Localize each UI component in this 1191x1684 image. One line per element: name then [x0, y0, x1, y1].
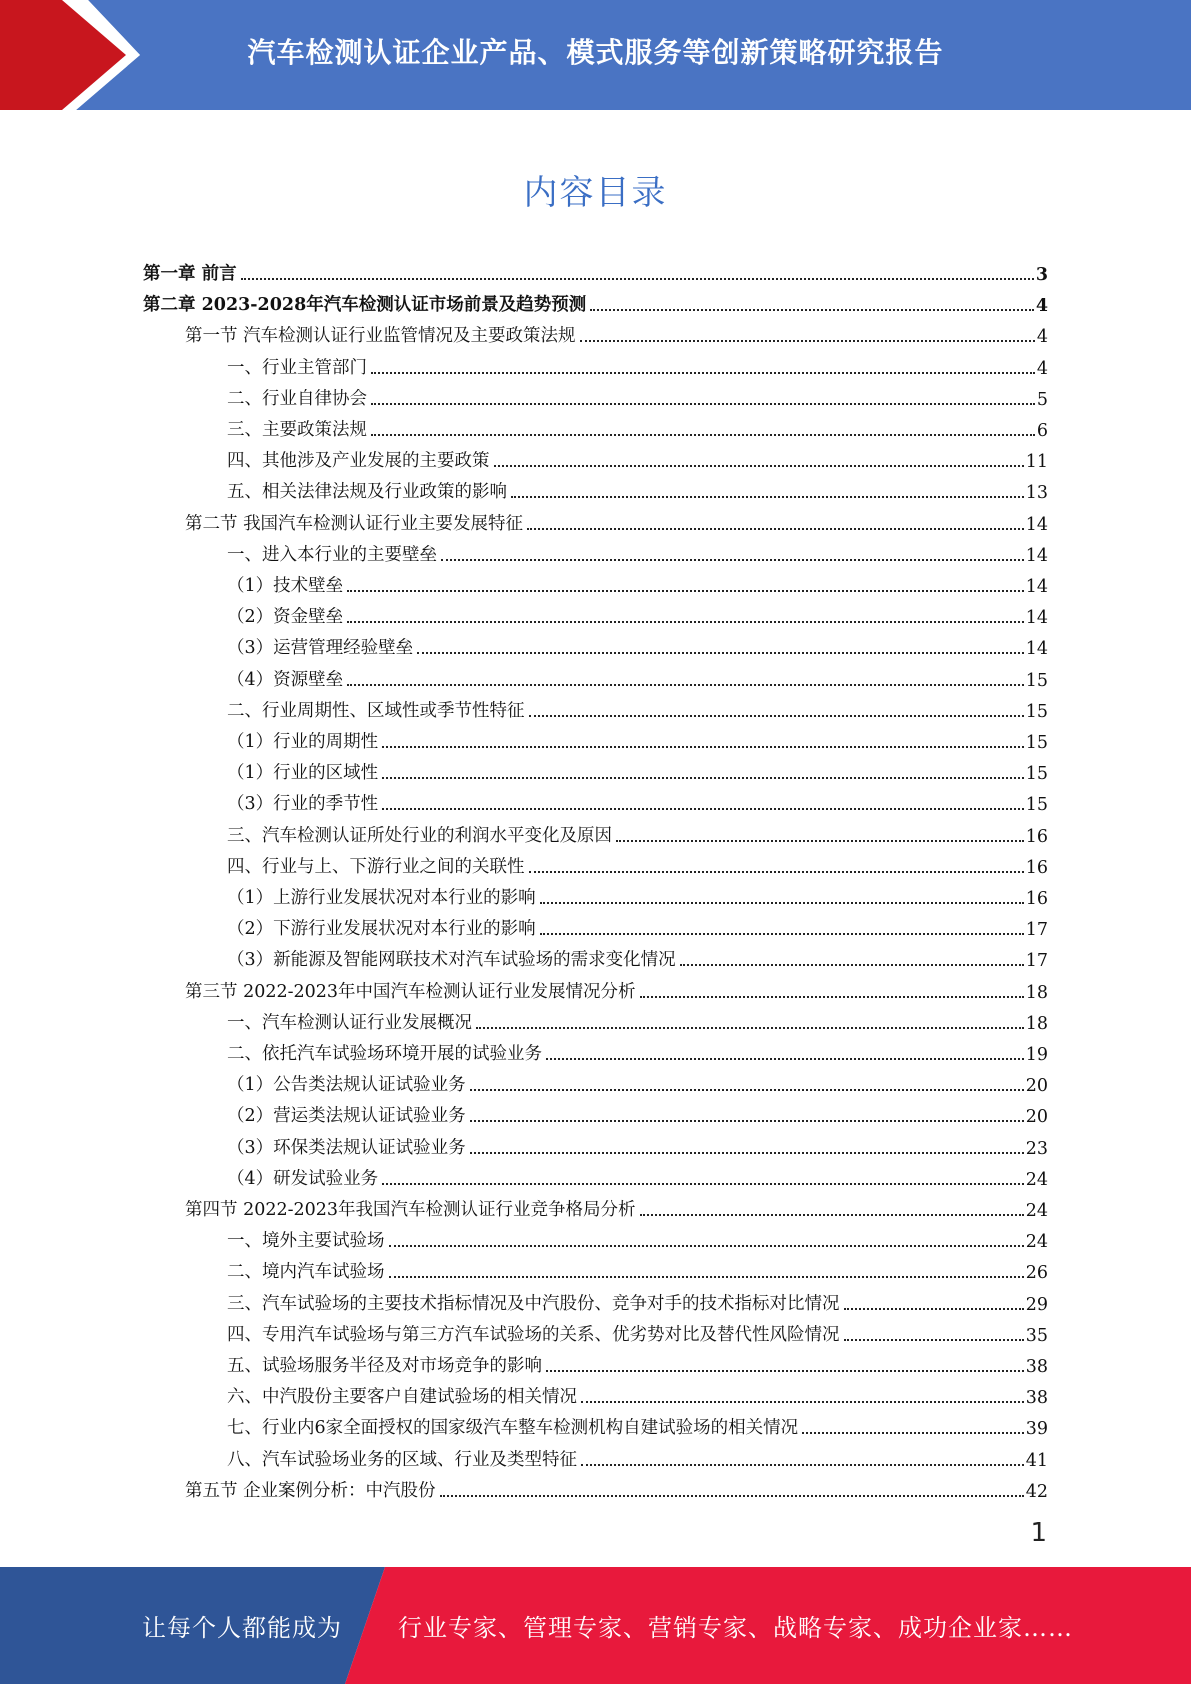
toc-dot-leader [580, 340, 1035, 342]
toc-entry-page: 14 [1025, 577, 1048, 597]
toc-dot-leader [382, 777, 1024, 779]
toc-entry[interactable] [227, 1128, 1048, 1159]
toc-entry-title: 一、汽车检测认证行业发展概况 [227, 1012, 472, 1033]
toc-entry-page: 14 [1025, 639, 1048, 660]
toc-entry-title: 第五节 企业案例分析：中汽股份 [185, 1480, 436, 1501]
toc-entry[interactable] [227, 1346, 1048, 1377]
toc-entry-page: 16 [1025, 857, 1048, 878]
toc-entry[interactable] [227, 1440, 1048, 1471]
toc-entry[interactable] [227, 535, 1048, 566]
report-title: 汽车检测认证企业产品、模式服务等创新策略研究报告 [247, 36, 944, 69]
toc-entry-page: 15 [1025, 733, 1048, 753]
toc-dot-leader [347, 590, 1024, 592]
toc-entry[interactable] [227, 1408, 1048, 1439]
toc-entry-title: 第一章 前言 [143, 264, 237, 284]
toc-dot-leader [382, 746, 1024, 748]
toc-dot-leader [581, 1464, 1024, 1466]
toc-entry-title: （4）研发试验业务 [227, 1168, 379, 1189]
toc-dot-leader [680, 964, 1024, 966]
toc-entry[interactable] [227, 816, 1048, 847]
page-number: 1 [1030, 1518, 1047, 1548]
toc-entry-title: （2）下游行业发展状况对本行业的影响 [227, 919, 536, 940]
toc-dot-leader [640, 1214, 1024, 1216]
toc-heading: 内容目录 [523, 173, 668, 213]
toc-entry-title: 四、专用汽车试验场与第三方汽车试验场的关系、优劣势对比及替代性风险情况 [227, 1324, 840, 1345]
toc-entry[interactable] [227, 597, 1048, 628]
toc-dot-leader [529, 871, 1024, 873]
toc-entry-title: （2）营运类法规认证试验业务 [227, 1106, 466, 1127]
toc-entry-page: 15 [1025, 795, 1048, 816]
toc-entry-title: 四、其他涉及产业发展的主要政策 [227, 451, 490, 472]
toc-entry-title: （1）技术壁垒 [227, 576, 344, 596]
toc-entry-page: 41 [1025, 1450, 1048, 1471]
toc-entry-title: 第一节 汽车检测认证行业监管情况及主要政策法规 [185, 326, 576, 347]
toc-entry-title: 四、行业与上、下游行业之间的关联性 [227, 856, 525, 877]
toc-entry-title: （2）资金壁垒 [227, 607, 344, 628]
toc-entry-title: 第三节 2022-2023年中国汽车检测认证行业发展情况分析 [185, 981, 636, 1002]
toc-entry[interactable] [227, 1315, 1048, 1346]
toc-entry-title: 第二节 我国汽车检测认证行业主要发展特征 [185, 513, 524, 534]
toc-entry-page: 20 [1025, 1076, 1048, 1097]
toc-entry[interactable] [227, 379, 1048, 410]
toc-entry-title: 六、中汽股份主要客户自建试验场的相关情况 [227, 1387, 577, 1408]
footer-banner [0, 1567, 1191, 1684]
toc-entry[interactable] [143, 254, 1048, 285]
toc-entry[interactable] [227, 753, 1048, 784]
toc-entry-page: 6 [1036, 421, 1048, 441]
toc-entry-title: （1）行业的周期性 [227, 732, 379, 752]
toc-entry-title: 二、行业自律协会 [227, 388, 367, 409]
toc-dot-leader [389, 1245, 1024, 1247]
toc-entry[interactable] [227, 1034, 1048, 1065]
toc-dot-leader [382, 808, 1024, 810]
toc-dot-leader [494, 465, 1024, 467]
toc-entry-title: 一、进入本行业的主要壁垒 [227, 544, 437, 565]
toc-entry[interactable] [227, 847, 1048, 878]
toc-entry[interactable] [185, 1190, 1048, 1221]
toc-entry-title: 五、相关法律法规及行业政策的影响 [227, 482, 507, 503]
toc-entry[interactable] [227, 348, 1048, 379]
toc-dot-leader [527, 528, 1024, 530]
toc-entry-page: 24 [1025, 1201, 1048, 1221]
toc-entry[interactable] [227, 784, 1048, 815]
toc-entry[interactable] [227, 722, 1048, 753]
toc-dot-leader [844, 1339, 1024, 1341]
toc-entry-page: 15 [1025, 701, 1048, 722]
toc-entry[interactable] [227, 472, 1048, 503]
toc-entry-page: 13 [1025, 483, 1048, 504]
toc-dot-leader [470, 1152, 1024, 1154]
toc-entry[interactable] [227, 1003, 1048, 1034]
toc-entry-title: 八、汽车试验场业务的区域、行业及类型特征 [227, 1449, 577, 1470]
toc-dot-leader [540, 933, 1024, 935]
toc-dot-leader [802, 1432, 1024, 1434]
toc-entry-page: 14 [1025, 514, 1048, 535]
toc-entry-page: 15 [1025, 764, 1048, 785]
toc-entry-title: （4）资源壁垒 [227, 669, 344, 690]
toc-entry-title: （1）公告类法规认证试验业务 [227, 1075, 466, 1096]
toc-entry-title: （3）新能源及智能网联技术对汽车试验场的需求变化情况 [227, 950, 676, 971]
toc-entry[interactable] [185, 504, 1048, 535]
toc-entry[interactable] [185, 316, 1048, 347]
toc-entry[interactable] [185, 1471, 1048, 1502]
toc-dot-leader [417, 652, 1024, 654]
toc-entry-page: 20 [1025, 1107, 1048, 1128]
toc-dot-leader [470, 1089, 1024, 1091]
toc-entry-title: 第四节 2022-2023年我国汽车检测认证行业竞争格局分析 [185, 1200, 636, 1220]
toc-entry-title: 二、境内汽车试验场 [227, 1262, 385, 1283]
toc-entry-title: （1）行业的区域性 [227, 763, 379, 784]
toc-entry-title: 二、依托汽车试验场环境开展的试验业务 [227, 1044, 542, 1064]
toc-entry[interactable] [227, 1252, 1048, 1283]
toc-entry-title: （3）运营管理经验壁垒 [227, 638, 414, 659]
toc-dot-leader [371, 434, 1035, 436]
toc-entry[interactable] [227, 628, 1048, 659]
toc-dot-leader [640, 996, 1024, 998]
toc-dot-leader [581, 1401, 1024, 1403]
toc-entry-page: 38 [1025, 1357, 1048, 1377]
toc-dot-leader [590, 309, 1034, 311]
toc-entry[interactable] [227, 909, 1048, 940]
toc-entry-title: 一、境外主要试验场 [227, 1231, 385, 1252]
toc-entry-page: 19 [1025, 1045, 1048, 1065]
toc-dot-leader [511, 496, 1024, 498]
toc-entry-page: 14 [1025, 545, 1048, 566]
toc-entry[interactable] [227, 1065, 1048, 1096]
toc-entry-title: （3）环保类法规认证试验业务 [227, 1137, 466, 1158]
toc-entry-title: 三、主要政策法规 [227, 420, 367, 440]
toc-entry[interactable] [227, 1377, 1048, 1408]
toc-dot-leader [347, 684, 1024, 686]
toc-dot-leader [371, 372, 1035, 374]
toc-entry[interactable] [227, 1221, 1048, 1252]
toc-dot-leader [540, 902, 1024, 904]
toc-entry-page: 16 [1025, 889, 1048, 909]
toc-dot-leader [529, 715, 1024, 717]
toc-entry[interactable] [227, 1159, 1048, 1190]
toc-entry-page: 42 [1025, 1481, 1048, 1502]
toc-dot-leader [389, 1276, 1024, 1278]
toc-dot-leader [347, 621, 1024, 623]
header-banner [0, 0, 1191, 110]
footer-slogan-right: 行业专家、管理专家、营销专家、战略专家、成功企业家…… [398, 1614, 1073, 1642]
toc-dot-leader [546, 1058, 1024, 1060]
toc-entry[interactable] [227, 1284, 1048, 1315]
toc-entry[interactable] [227, 441, 1048, 472]
toc-dot-leader [371, 403, 1035, 405]
toc-entry-page: 17 [1025, 951, 1048, 972]
toc-entry-page: 24 [1025, 1169, 1048, 1190]
toc-entry-page: 16 [1025, 826, 1048, 847]
toc-entry-title: 七、行业内6家全面授权的国家级汽车整车检测机构自建试验场的相关情况 [227, 1418, 799, 1439]
toc-entry-page: 29 [1025, 1294, 1048, 1315]
toc-dot-leader [844, 1308, 1024, 1310]
toc-entry[interactable] [227, 691, 1048, 722]
toc-entry[interactable] [143, 285, 1048, 316]
toc-entry-page: 3 [1035, 265, 1048, 285]
toc-entry-page: 15 [1025, 670, 1048, 691]
toc-entry-page: 26 [1025, 1263, 1048, 1284]
toc-dot-leader [616, 840, 1024, 842]
toc-entry-page: 14 [1025, 608, 1048, 629]
toc-entry[interactable] [227, 940, 1048, 971]
toc-entry[interactable] [227, 660, 1048, 691]
toc-entry[interactable] [227, 878, 1048, 909]
toc-entry-page: 35 [1025, 1325, 1048, 1346]
toc-entry-title: 三、汽车试验场的主要技术指标情况及中汽股份、竞争对手的技术指标对比情况 [227, 1293, 840, 1314]
toc-dot-leader [546, 1370, 1024, 1372]
toc-entry-page: 4 [1036, 327, 1048, 348]
toc-entry-page: 18 [1025, 982, 1048, 1003]
toc-dot-leader [470, 1120, 1024, 1122]
toc-entry[interactable] [227, 566, 1048, 597]
toc-dot-leader [441, 559, 1024, 561]
toc-entry-page: 39 [1025, 1419, 1048, 1440]
toc-entry-page: 23 [1025, 1138, 1048, 1159]
toc-entry-page: 11 [1025, 452, 1048, 473]
toc-entry-title: （1）上游行业发展状况对本行业的影响 [227, 888, 536, 908]
toc-entry-title: （3）行业的季节性 [227, 794, 379, 815]
toc-dot-leader [382, 1183, 1024, 1185]
toc-entry[interactable] [185, 972, 1048, 1003]
toc-dot-leader [440, 1495, 1024, 1497]
toc-entry-page: 4 [1035, 296, 1048, 317]
toc-entry-page: 38 [1025, 1388, 1048, 1409]
toc-entry-page: 18 [1025, 1013, 1048, 1034]
toc-entry-page: 5 [1036, 389, 1048, 410]
toc-entry-page: 24 [1025, 1232, 1048, 1253]
toc-entry-title: 三、汽车检测认证所处行业的利润水平变化及原因 [227, 825, 612, 846]
toc-entry-title: 第二章 2023-2028年汽车检测认证市场前景及趋势预测 [143, 295, 587, 316]
toc-entry-page: 4 [1036, 358, 1048, 379]
toc-entry-title: 二、行业周期性、区域性或季节性特征 [227, 700, 525, 721]
toc-entry[interactable] [227, 1096, 1048, 1127]
toc-entry[interactable] [227, 410, 1048, 441]
toc-entry-title: 一、行业主管部门 [227, 357, 367, 378]
toc-entry-title: 五、试验场服务半径及对市场竞争的影响 [227, 1356, 542, 1376]
toc-entry-page: 17 [1025, 920, 1048, 941]
toc-dot-leader [476, 1027, 1024, 1029]
footer-slogan-left: 让每个人都能成为 [142, 1614, 342, 1642]
toc-dot-leader [241, 278, 1034, 280]
